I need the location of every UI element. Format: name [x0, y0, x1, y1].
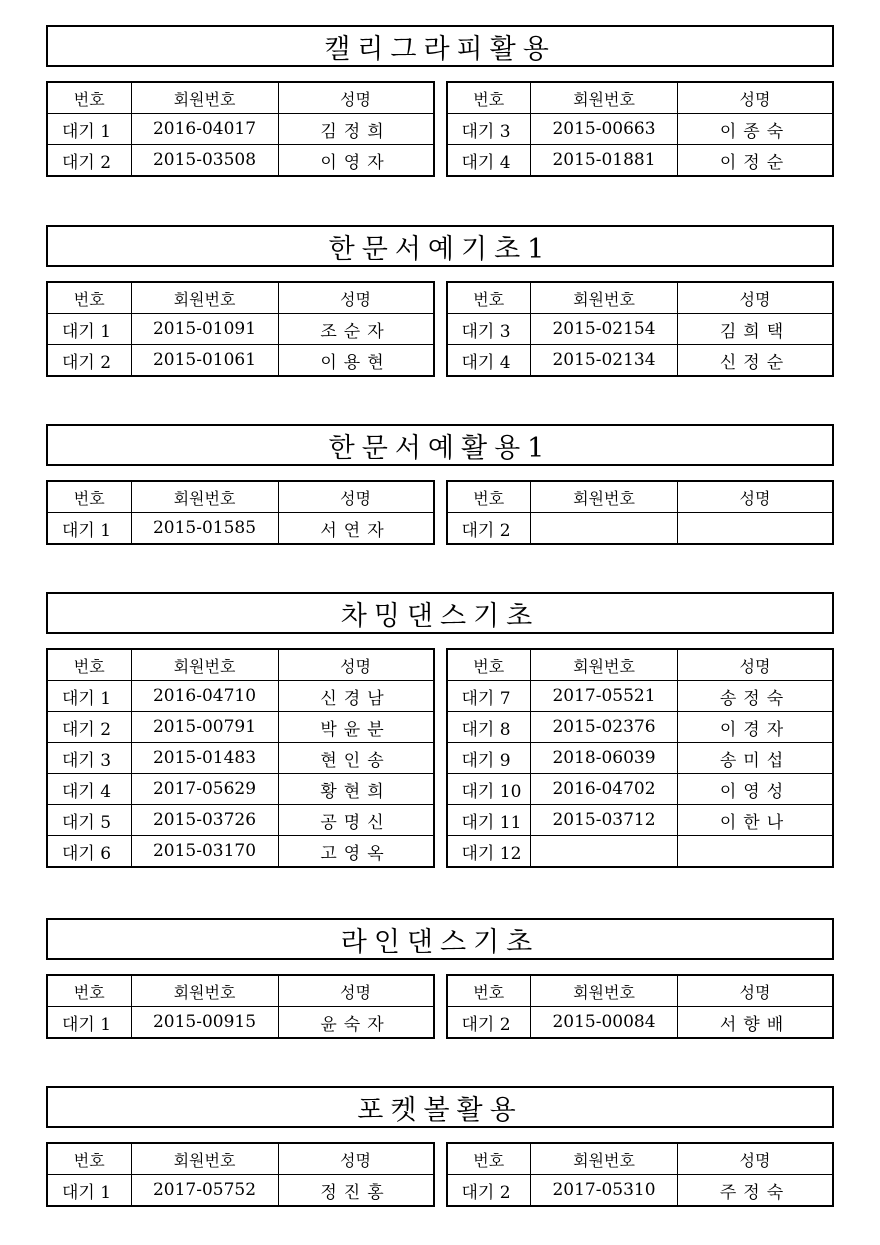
member-no: 2017-05629: [131, 774, 278, 805]
waitlist-no: 대기 4: [447, 145, 531, 177]
table-row: [47, 314, 434, 345]
header-no: 번호: [47, 1143, 131, 1175]
header-name: 성명: [278, 481, 434, 513]
member-no: 2015-00791: [131, 712, 278, 743]
member-no: 2015-01091: [131, 314, 278, 345]
member-no: 2015-01585: [131, 513, 278, 545]
waitlist-table-left: [46, 1142, 435, 1207]
header-name: 성명: [678, 975, 834, 1007]
header-no: 번호: [47, 282, 131, 314]
header-no: 번호: [447, 82, 531, 114]
header-no: 번호: [447, 975, 531, 1007]
member-name: 신경남: [278, 681, 434, 712]
header-name: 성명: [278, 282, 434, 314]
table-row: [47, 345, 434, 377]
member-no: 2017-05752: [131, 1175, 278, 1207]
member-name: 이용현: [278, 345, 434, 377]
section-title: 캘리그라피활용: [46, 25, 834, 67]
class-section-hanmun-applied: [46, 424, 834, 545]
header-row: [447, 282, 834, 314]
header-name: 성명: [278, 975, 434, 1007]
waitlist-table-left: [46, 480, 435, 545]
class-section-hanmun-basic: [46, 225, 834, 377]
waitlist-no: 대기 1: [47, 681, 131, 712]
header-member-no: 회원번호: [531, 82, 678, 114]
table-row: [47, 681, 434, 712]
waitlist-table-left: [46, 81, 435, 177]
header-member-no: 회원번호: [531, 975, 678, 1007]
table-row: [447, 774, 834, 805]
header-row: [47, 282, 434, 314]
table-row: [447, 1007, 834, 1039]
waitlist-no: 대기 7: [447, 681, 531, 712]
member-no: 2015-02134: [531, 345, 678, 377]
header-row: [447, 82, 834, 114]
table-row: [447, 114, 834, 145]
member-name: [678, 836, 834, 868]
header-row: [47, 82, 434, 114]
waitlist-table-right: [446, 81, 835, 177]
waitlist-table-right: [446, 974, 835, 1039]
waitlist-no: 대기 3: [447, 114, 531, 145]
table-row: [47, 114, 434, 145]
section-title: 포켓볼활용: [46, 1086, 834, 1128]
member-no: 2016-04710: [131, 681, 278, 712]
table-row: [47, 1007, 434, 1039]
header-no: 번호: [447, 282, 531, 314]
class-section-charming-dance: [46, 592, 834, 868]
table-row: [47, 743, 434, 774]
section-title: 한문서예활용1: [46, 424, 834, 466]
header-row: [447, 649, 834, 681]
header-name: 성명: [278, 1143, 434, 1175]
member-no: 2015-00915: [131, 1007, 278, 1039]
waitlist-no: 대기 1: [47, 314, 131, 345]
class-section-pocketball: [46, 1086, 834, 1207]
waitlist-table-right: [446, 281, 835, 377]
member-name: 박윤분: [278, 712, 434, 743]
member-no: 2015-02154: [531, 314, 678, 345]
member-name: [678, 513, 834, 545]
header-name: 성명: [678, 282, 834, 314]
table-row: [47, 712, 434, 743]
header-member-no: 회원번호: [131, 82, 278, 114]
member-no: 2015-02376: [531, 712, 678, 743]
waitlist-no: 대기 9: [447, 743, 531, 774]
header-name: 성명: [678, 1143, 834, 1175]
header-no: 번호: [47, 481, 131, 513]
waitlist-no: 대기 2: [447, 513, 531, 545]
waitlist-no: 대기 4: [47, 774, 131, 805]
header-name: 성명: [678, 82, 834, 114]
waitlist-no: 대기 10: [447, 774, 531, 805]
section-title: 차밍댄스기초: [46, 592, 834, 634]
member-name: 신정순: [678, 345, 834, 377]
member-name: 정진홍: [278, 1175, 434, 1207]
header-no: 번호: [447, 1143, 531, 1175]
table-row: [47, 513, 434, 545]
member-no: 2015-00084: [531, 1007, 678, 1039]
member-name: 송정숙: [678, 681, 834, 712]
waitlist-no: 대기 12: [447, 836, 531, 868]
section-title: 라인댄스기초: [46, 918, 834, 960]
member-no: [531, 836, 678, 868]
member-name: 황현희: [278, 774, 434, 805]
table-row: [47, 836, 434, 868]
table-row: [447, 712, 834, 743]
waitlist-table-right: [446, 648, 835, 868]
member-name: 이영자: [278, 145, 434, 177]
waitlist-table-right: [446, 1142, 835, 1207]
table-row: [447, 805, 834, 836]
waitlist-no: 대기 11: [447, 805, 531, 836]
member-no: 2015-00663: [531, 114, 678, 145]
waitlist-no: 대기 2: [47, 145, 131, 177]
member-name: 조순자: [278, 314, 434, 345]
member-no: 2017-05521: [531, 681, 678, 712]
member-no: 2018-06039: [531, 743, 678, 774]
member-name: 윤숙자: [278, 1007, 434, 1039]
header-member-no: 회원번호: [131, 975, 278, 1007]
table-row: [447, 513, 834, 545]
member-name: 송미섭: [678, 743, 834, 774]
header-row: [447, 481, 834, 513]
waitlist-no: 대기 4: [447, 345, 531, 377]
header-row: [47, 649, 434, 681]
waitlist-table-left: [46, 974, 435, 1039]
table-row: [447, 743, 834, 774]
waitlist-no: 대기 1: [47, 513, 131, 545]
waitlist-no: 대기 1: [47, 114, 131, 145]
member-no: 2015-03726: [131, 805, 278, 836]
header-member-no: 회원번호: [531, 282, 678, 314]
member-no: 2015-03508: [131, 145, 278, 177]
header-no: 번호: [47, 975, 131, 1007]
table-row: [47, 1175, 434, 1207]
table-row: [447, 836, 834, 868]
waitlist-table-right: [446, 480, 835, 545]
waitlist-no: 대기 2: [47, 712, 131, 743]
member-name: 김희택: [678, 314, 834, 345]
table-row: [447, 314, 834, 345]
waitlist-no: 대기 3: [447, 314, 531, 345]
header-name: 성명: [678, 649, 834, 681]
waitlist-no: 대기 8: [447, 712, 531, 743]
waitlist-table-left: [46, 648, 435, 868]
member-name: 이종숙: [678, 114, 834, 145]
header-row: [47, 975, 434, 1007]
member-name: 이영성: [678, 774, 834, 805]
header-row: [447, 975, 834, 1007]
member-name: 김정희: [278, 114, 434, 145]
class-section-calligraphy: [46, 25, 834, 177]
waitlist-no: 대기 5: [47, 805, 131, 836]
waitlist-table-left: [46, 281, 435, 377]
waitlist-no: 대기 1: [47, 1175, 131, 1207]
waitlist-no: 대기 6: [47, 836, 131, 868]
header-name: 성명: [278, 82, 434, 114]
header-member-no: 회원번호: [131, 481, 278, 513]
member-no: 2015-01061: [131, 345, 278, 377]
table-row: [447, 1175, 834, 1207]
member-name: 공명신: [278, 805, 434, 836]
waitlist-no: 대기 2: [447, 1175, 531, 1207]
table-row: [47, 145, 434, 177]
member-name: 이한나: [678, 805, 834, 836]
member-no: 2015-03170: [131, 836, 278, 868]
table-row: [447, 681, 834, 712]
header-no: 번호: [447, 649, 531, 681]
member-name: 현인송: [278, 743, 434, 774]
header-member-no: 회원번호: [131, 649, 278, 681]
member-no: [531, 513, 678, 545]
header-member-no: 회원번호: [131, 282, 278, 314]
member-no: 2017-05310: [531, 1175, 678, 1207]
section-title: 한문서예기초1: [46, 225, 834, 267]
header-member-no: 회원번호: [531, 481, 678, 513]
member-name: 서향배: [678, 1007, 834, 1039]
member-no: 2015-01483: [131, 743, 278, 774]
waitlist-no: 대기 3: [47, 743, 131, 774]
header-row: [47, 481, 434, 513]
member-name: 이정순: [678, 145, 834, 177]
table-row: [447, 145, 834, 177]
table-row: [47, 805, 434, 836]
member-no: 2016-04702: [531, 774, 678, 805]
member-name: 이경자: [678, 712, 834, 743]
header-member-no: 회원번호: [531, 649, 678, 681]
member-no: 2016-04017: [131, 114, 278, 145]
table-row: [447, 345, 834, 377]
class-section-line-dance: [46, 918, 834, 1039]
header-name: 성명: [678, 481, 834, 513]
waitlist-no: 대기 2: [47, 345, 131, 377]
header-member-no: 회원번호: [131, 1143, 278, 1175]
header-no: 번호: [47, 82, 131, 114]
header-row: [447, 1143, 834, 1175]
header-row: [47, 1143, 434, 1175]
waitlist-no: 대기 1: [47, 1007, 131, 1039]
table-row: [47, 774, 434, 805]
member-name: 주정숙: [678, 1175, 834, 1207]
member-no: 2015-01881: [531, 145, 678, 177]
member-name: 서연자: [278, 513, 434, 545]
header-no: 번호: [47, 649, 131, 681]
header-name: 성명: [278, 649, 434, 681]
header-no: 번호: [447, 481, 531, 513]
header-member-no: 회원번호: [531, 1143, 678, 1175]
member-name: 고영옥: [278, 836, 434, 868]
member-no: 2015-03712: [531, 805, 678, 836]
waitlist-no: 대기 2: [447, 1007, 531, 1039]
